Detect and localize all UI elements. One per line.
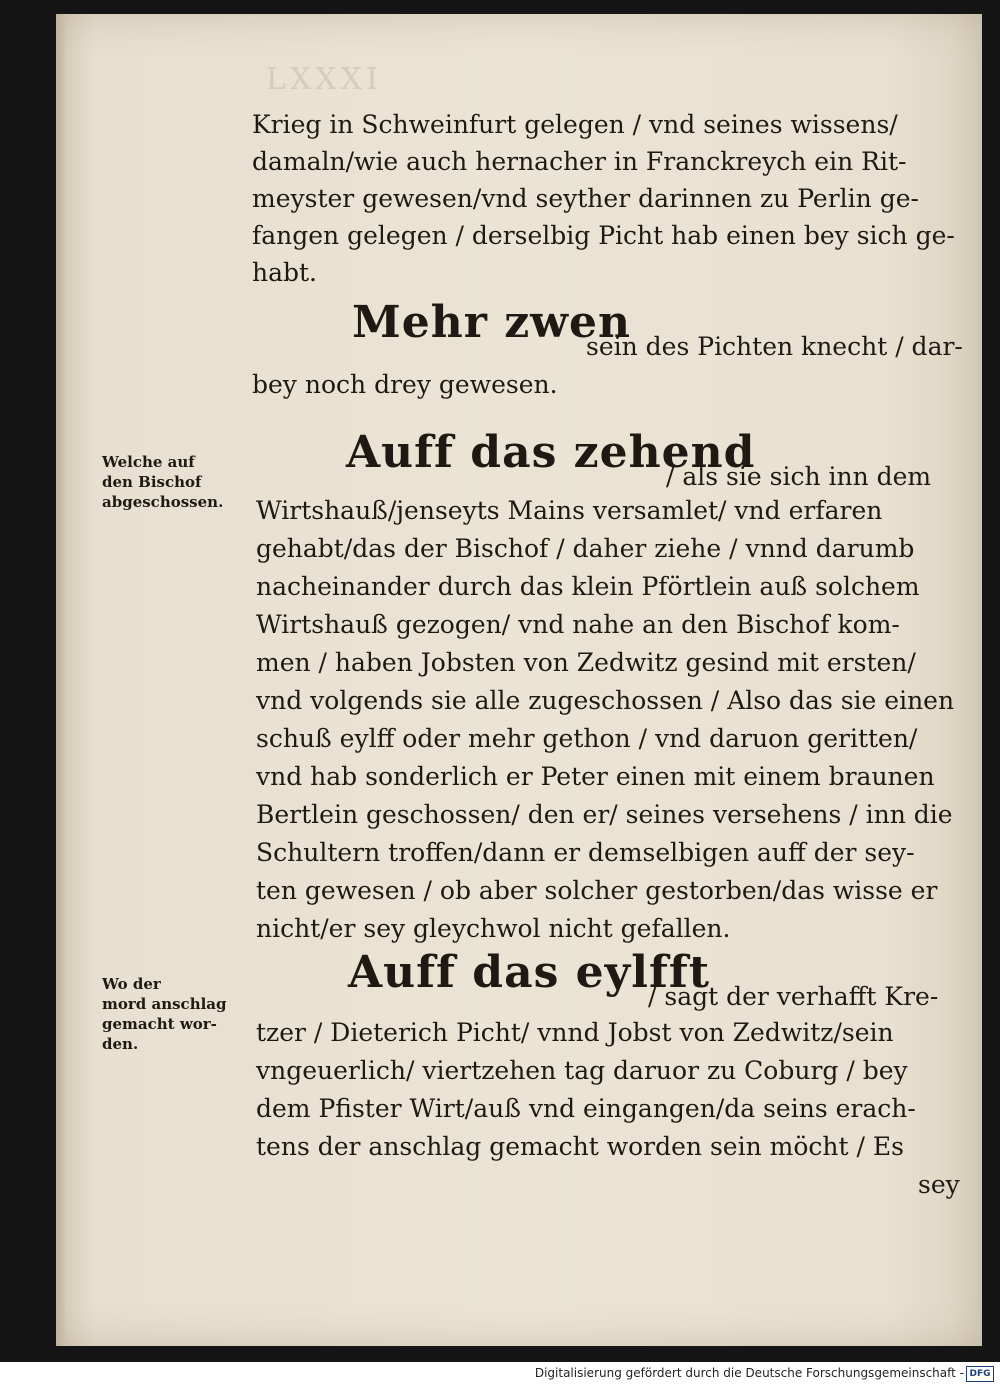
- text-line: Krieg in Schweinfurt gelegen / vnd seines wissens/: [252, 110, 898, 139]
- catchword: sey: [918, 1170, 960, 1199]
- text-line: schuß eylff oder mehr gethon / vnd daruon geritten/: [256, 724, 918, 753]
- text-line: damaln/wie auch hernacher in Franckreych ein Rit-: [252, 147, 907, 176]
- marginal-note-line: Wo der: [102, 975, 161, 993]
- marginal-note-line: den.: [102, 1035, 139, 1053]
- text-line: dem Pfister Wirt/auß vnd eingangen/da seins erach-: [256, 1094, 916, 1123]
- text-line: tzer / Dieterich Picht/ vnnd Jobst von Zedwitz/sein: [256, 1018, 894, 1047]
- marginal-note-line: den Bischof: [102, 473, 202, 491]
- dfg-logo: DFG: [966, 1366, 994, 1382]
- text-line: / sagt der verhafft Kre-: [648, 982, 939, 1011]
- text-line: Schultern troffen/dann er demselbigen auff der sey-: [256, 838, 915, 867]
- text-line: fangen gelegen / derselbig Picht hab einen bey sich ge-: [252, 221, 955, 250]
- text-line: ten gewesen / ob aber solcher gestorben/das wisse er: [256, 876, 938, 905]
- text-line: gehabt/das der Bischof / daher ziehe / vnnd darumb: [256, 534, 915, 563]
- marginal-note-line: mord anschlag: [102, 995, 227, 1013]
- section-initial-words: Auff das eylfft: [348, 947, 711, 998]
- text-line: habt.: [252, 258, 318, 287]
- text-line: / als sie sich inn dem: [666, 462, 932, 491]
- text-line: bey noch drey gewesen.: [252, 370, 558, 399]
- marginal-note-line: gemacht wor-: [102, 1015, 217, 1033]
- folio-show-through: LXXXI: [266, 62, 382, 97]
- text-line: nacheinander durch das klein Pförtlein auß solchem: [256, 572, 920, 601]
- section-initial-words: Auff das zehend: [346, 427, 756, 478]
- text-line: nicht/er sey gleychwol nicht gefallen.: [256, 914, 731, 943]
- funding-credit: Digitalisierung gefördert durch die Deutsche Forschungsgemeinschaft -: [534, 1366, 964, 1380]
- text-line: tens der anschlag gemacht worden sein möcht / Es: [256, 1132, 904, 1161]
- text-line: sein des Pichten knecht / dar-: [586, 332, 963, 361]
- text-line: vnd volgends sie alle zugeschossen / Also das sie einen: [256, 686, 955, 715]
- text-line: Bertlein geschossen/ den er/ seines versehens / inn die: [256, 800, 953, 829]
- page-gutter-shadow: [56, 14, 66, 1346]
- text-line: vngeuerlich/ viertzehen tag daruor zu Coburg / bey: [256, 1056, 908, 1085]
- marginal-note-line: abgeschossen.: [102, 493, 224, 511]
- text-line: meyster gewesen/vnd seyther darinnen zu Perlin ge-: [252, 184, 919, 213]
- text-line: Wirtshauß gezogen/ vnd nahe an den Bischof kom-: [256, 610, 900, 639]
- section-initial-words: Mehr zwen: [352, 297, 632, 348]
- text-line: vnd hab sonderlich er Peter einen mit einem braunen: [256, 762, 935, 791]
- text-line: Wirtshauß/jenseyts Mains versamlet/ vnd erfaren: [256, 496, 883, 525]
- book-page: [56, 14, 982, 1346]
- text-line: men / haben Jobsten von Zedwitz gesind mit ersten/: [256, 648, 916, 677]
- marginal-note-line: Welche auf: [102, 453, 195, 471]
